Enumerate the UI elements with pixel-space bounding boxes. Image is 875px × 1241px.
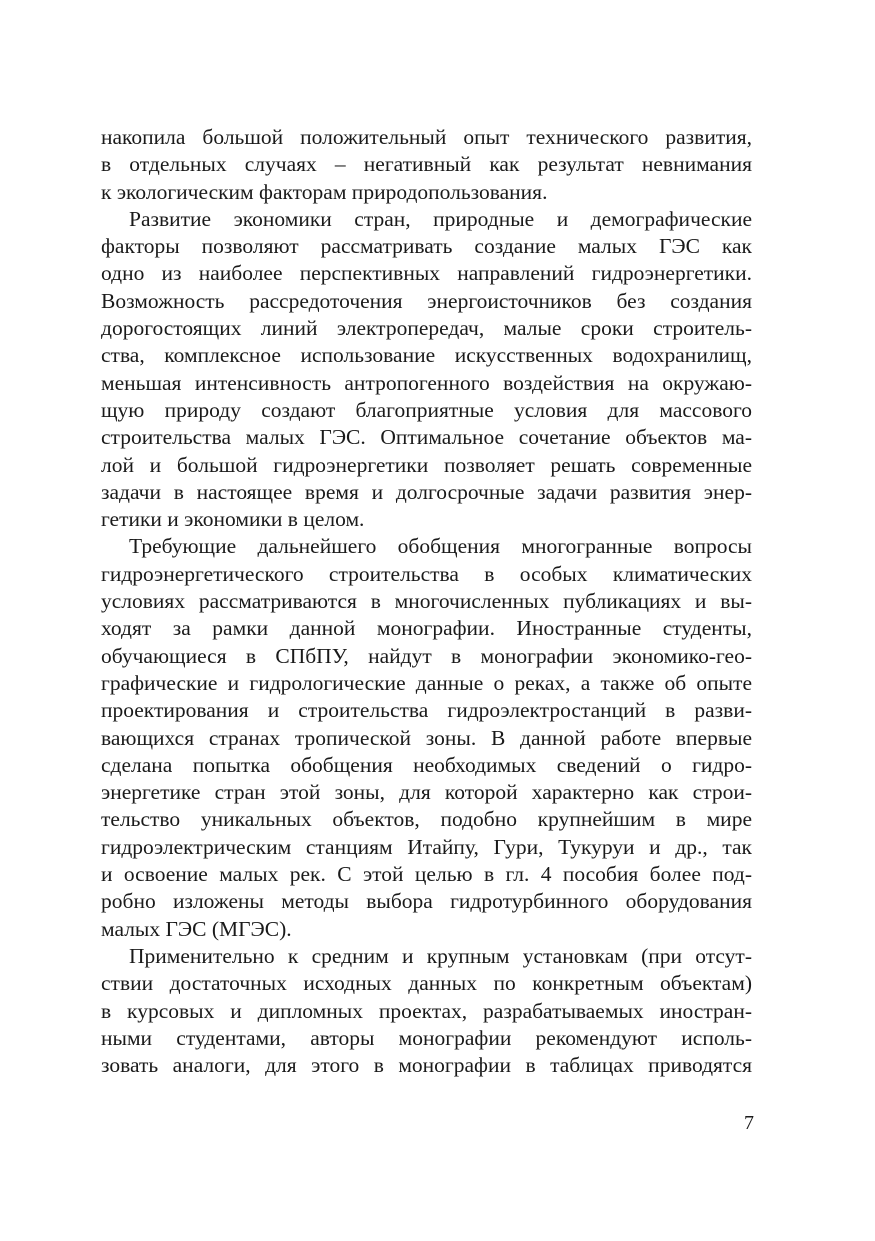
text-line: графические и гидрологические данные о реках, а также об опыте <box>101 670 752 695</box>
text-line: к экологическим факторам природопользования. <box>101 179 548 204</box>
text-line: ствии достаточных исходных данных по конкретным объектам) <box>101 971 752 996</box>
text-line: факторы позволяют рассматривать создание малых ГЭС как <box>101 234 752 259</box>
text-line: ства, комплексное использование искусственных водохранилищ, <box>101 343 752 368</box>
text-line: условиях рассматриваются в многочисленных публикациях и вы- <box>101 589 752 614</box>
page-number: 7 <box>744 1112 754 1134</box>
text-line: Применительно к средним и крупным установкам (при отсут- <box>129 943 752 968</box>
paragraph <box>101 124 752 206</box>
text-line: гидроэнергетического строительства в особых климатических <box>101 561 752 586</box>
text-line: вающихся странах тропической зоны. В данной работе впервые <box>101 725 752 750</box>
text-line: зовать аналоги, для этого в монографии в таблицах приводятся <box>101 1053 752 1078</box>
text-line: гидроэлектрическим станциям Итайпу, Гури, Тукуруи и др., так <box>101 834 752 859</box>
paragraph <box>101 206 752 534</box>
text-line: Развитие экономики стран, природные и демографические <box>129 206 752 231</box>
text-line: робно изложены методы выбора гидротурбинного оборудования <box>101 889 752 914</box>
text-line: щую природу создают благоприятные условия для массового <box>101 397 752 422</box>
paragraph <box>101 533 752 942</box>
text-line: обучающиеся в СПбПУ, найдут в монографии экономико-гео- <box>101 643 752 668</box>
paragraph <box>101 943 752 1079</box>
text-line: проектирования и строительства гидроэлектростанций в разви- <box>101 698 752 723</box>
text-line: ными студентами, авторы монографии рекомендуют исполь- <box>101 1025 752 1050</box>
text-line: задачи в настоящее время и долгосрочные задачи развития энер- <box>101 479 752 504</box>
text-line: сделана попытка обобщения необходимых сведений о гидро- <box>101 752 752 777</box>
text-line: меньшая интенсивность антропогенного воздействия на окружаю- <box>101 370 752 395</box>
text-line: одно из наиболее перспективных направлений гидроэнергетики. <box>101 261 752 286</box>
text-line: энергетике стран этой зоны, для которой характерно как строи- <box>101 780 752 805</box>
text-line: Возможность рассредоточения энергоисточников без создания <box>101 288 752 313</box>
text-line: Требующие дальнейшего обобщения многогранные вопросы <box>129 534 752 559</box>
text-line: дорогостоящих линий электропередач, малые сроки строитель- <box>101 316 752 341</box>
text-line: накопила большой положительный опыт технического развития, <box>101 125 752 149</box>
text-line: ходят за рамки данной монографии. Иностранные студенты, <box>101 616 752 641</box>
text-line: лой и большой гидроэнергетики позволяет решать современные <box>101 452 752 477</box>
text-line: малых ГЭС (МГЭС). <box>101 916 292 941</box>
text-line: и освоение малых рек. С этой целью в гл. 4 пособия более под- <box>101 862 752 887</box>
text-line: в отдельных случаях – негативный как результат невнимания <box>101 152 752 177</box>
body-text <box>101 124 752 1079</box>
text-line: тельство уникальных объектов, подобно крупнейшим в мире <box>101 807 752 832</box>
text-line: в курсовых и дипломных проектах, разрабатываемых иностран- <box>101 998 752 1023</box>
text-line: гетики и экономики в целом. <box>101 507 365 532</box>
text-line: строительства малых ГЭС. Оптимальное сочетание объектов ма- <box>101 425 752 450</box>
